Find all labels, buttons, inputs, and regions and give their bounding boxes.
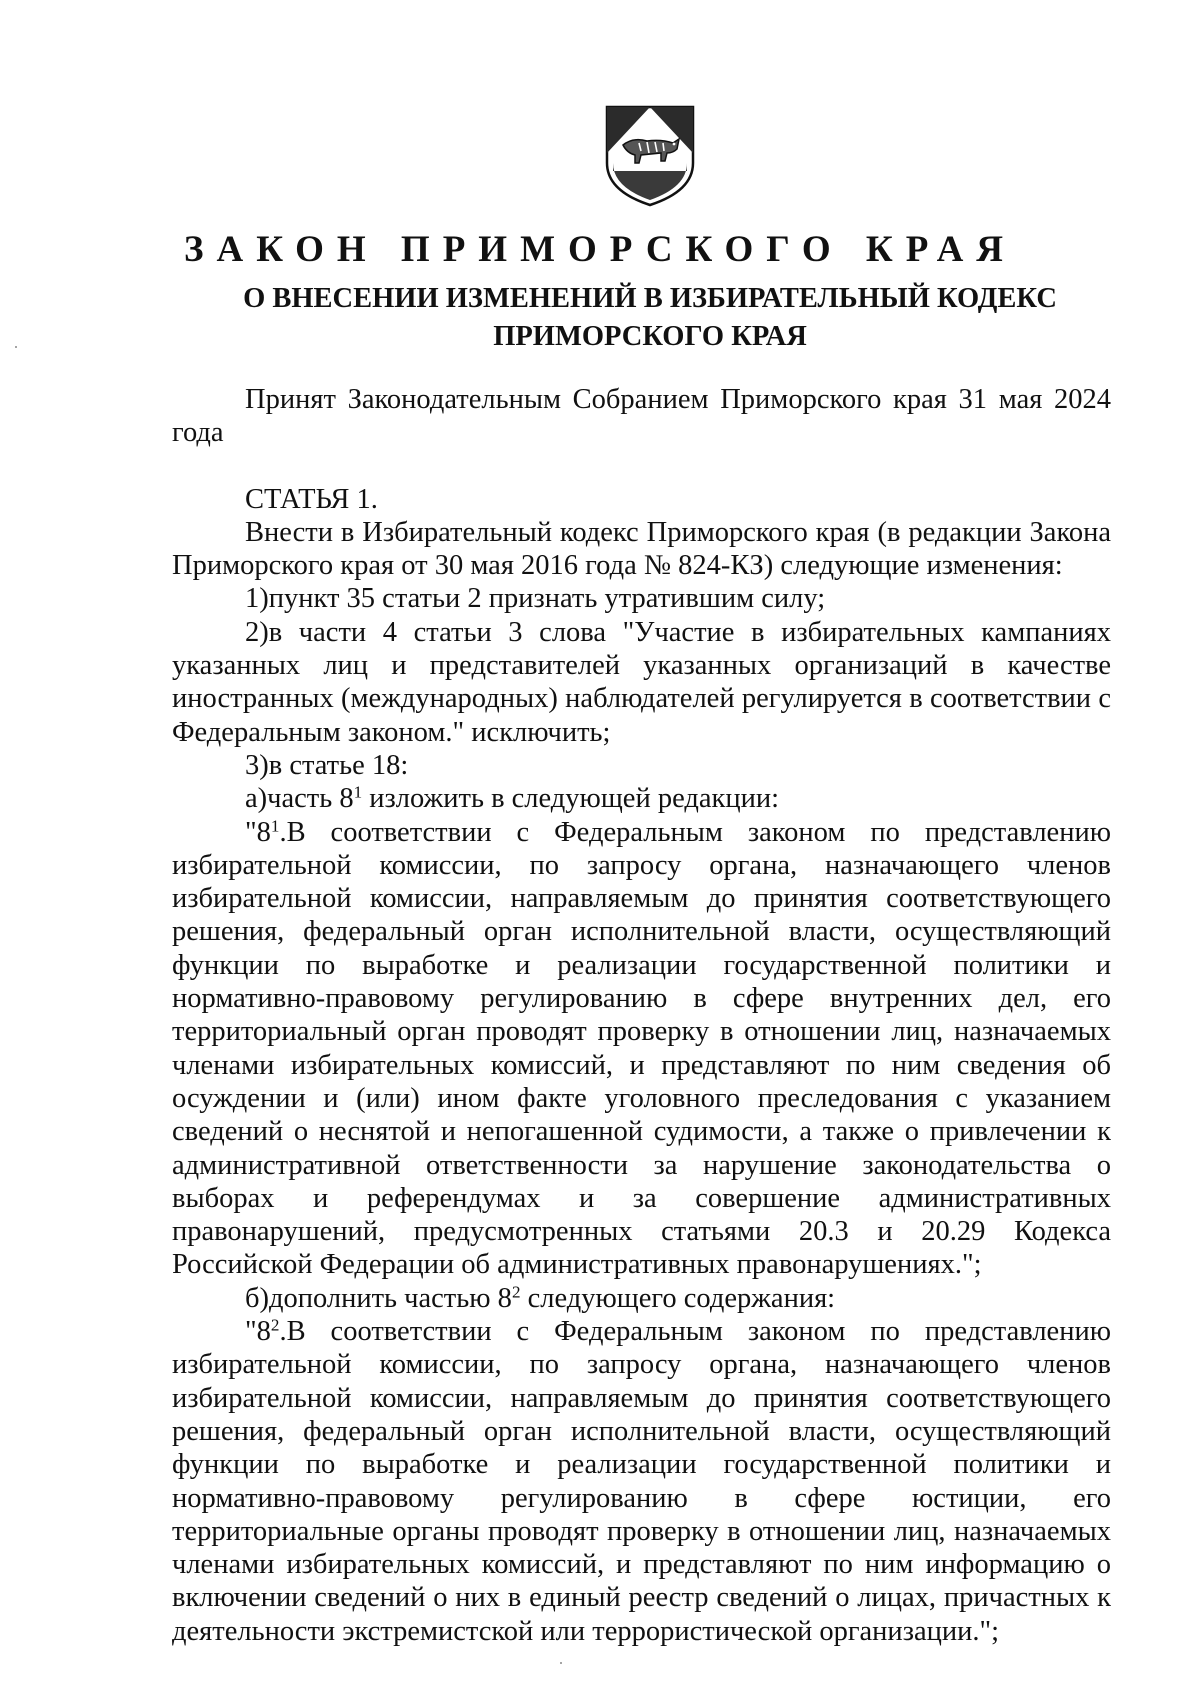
- quote-2-text: .В соответствии с Федеральным законом по представлению избирательной комиссии, по запросу органа, назначающего членов избирательной комиссии, направляемым до принятия соответствующего решения, федеральный орган исполнительной власти, осуществляющий функции по выработке и реализации государственной политики и нормативно-правовому регулированию в сфере юстиции, его территориальные органы проводят проверку в отношении лиц, назначаемых членами избирательных комиссий, и представляют по ним информацию о включении сведений о них в единый реестр сведений о лицах, причастных к деятельности экстремистской или террористической организации.";: [172, 1316, 1111, 1647]
- law-title: ЗАКОН ПРИМОРСКОГО КРАЯ: [183, 229, 1017, 270]
- subtitle-line-1: О ВНЕСЕНИИ ИЗМЕНЕНИЙ В ИЗБИРАТЕЛЬНЫЙ КОДЕКС: [243, 283, 1057, 314]
- quote-1-start: "8: [245, 816, 271, 848]
- item-3b-superscript: 2: [511, 1282, 521, 1302]
- law-subtitle: [190, 280, 1110, 356]
- quote-2-superscript: 2: [270, 1315, 280, 1335]
- quote-2-start: "8: [245, 1316, 271, 1348]
- amendment-item-3b: [172, 1282, 1111, 1315]
- amendment-item-1: 1)пункт 35 статьи 2 признать утратившим силу;: [245, 583, 826, 615]
- item-3a-text-start: а)часть 8: [245, 783, 354, 815]
- scan-speck: [15, 346, 17, 348]
- quoted-part-8-2: [172, 1315, 1111, 1648]
- item-3a-text-end: изложить в следующей редакции:: [362, 783, 780, 815]
- adopted-statement: Принят Законодательным Собранием Приморского края 31 мая 2024 года: [172, 384, 1111, 449]
- amendment-item-2: 2)в части 4 статьи 3 слова "Участие в избирательных кампаниях указанных лиц и представителей указанных организаций в качестве иностранных (международных) наблюдателей регулируется в соответствии с Федеральным законом." исключить;: [172, 616, 1111, 748]
- coat-of-arms-emblem: [603, 103, 697, 207]
- article-intro-paragraph: Внести в Избирательный кодекс Приморского края (в редакции Закона Приморского края от 30 мая 2016 года № 824-КЗ) следующие изменения:: [172, 516, 1111, 582]
- article-heading: СТАТЬЯ 1.: [245, 483, 378, 515]
- amendment-item-3: 3)в статье 18:: [245, 749, 409, 781]
- document-body: [172, 383, 1111, 1648]
- scan-speck: [560, 1662, 562, 1664]
- item-3a-superscript: 1: [353, 782, 363, 802]
- quote-1-superscript: 1: [270, 816, 280, 836]
- quote-1-text: .В соответствии с Федеральным законом по представлению избирательной комиссии, по запросу органа, назначающего членов избирательной комиссии, направляемым до принятия соответствующего решения, федеральный орган исполнительной власти, осуществляющий функции по выработке и реализации государственной политики и нормативно-правовому регулированию в сфере внутренних дел, его территориальный орган проводят проверку в отношении лиц, назначаемых членами избирательных комиссий, и представляют по ним сведения об осуждении и (или) ином факте уголовного преследования с указанием сведений о неснятой и непогашенной судимости, а также о привлечении к административной ответственности за нарушение законодательства о выборах и референдумах и за совершение административных правонарушений, предусмотренных статьями 20.3 и 20.29 Кодекса Российской Федерации об административных правонарушениях.";: [172, 816, 1111, 1281]
- item-3b-text-start: б)дополнить частью 8: [245, 1282, 512, 1314]
- item-3b-text-end: следующего содержания:: [520, 1282, 836, 1314]
- quoted-part-8-1: [172, 816, 1111, 1282]
- subtitle-line-2: ПРИМОРСКОГО КРАЯ: [493, 321, 807, 352]
- amendment-item-3a: [172, 782, 1111, 815]
